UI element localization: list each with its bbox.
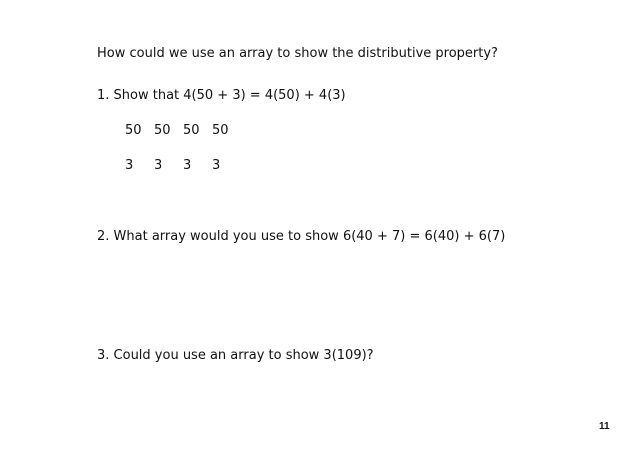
array-cell: 50 xyxy=(154,123,171,138)
array-row-fifties xyxy=(125,123,241,139)
array-cell: 3 xyxy=(125,158,134,173)
question-3: 3. Could you use an array to show 3(109)? xyxy=(97,348,374,363)
array-cell: 50 xyxy=(125,123,142,138)
array-cell: 3 xyxy=(154,158,163,173)
page-heading: How could we use an array to show the distributive property? xyxy=(97,46,498,61)
array-cell: 50 xyxy=(183,123,200,138)
array-cell: 3 xyxy=(183,158,192,173)
question-2: 2. What array would you use to show 6(40 + 7) = 6(40) + 6(7) xyxy=(97,229,506,244)
array-cell: 50 xyxy=(212,123,229,138)
array-row-threes xyxy=(125,158,241,174)
question-1: 1. Show that 4(50 + 3) = 4(50) + 4(3) xyxy=(97,88,346,103)
array-cell: 3 xyxy=(212,158,221,173)
page-number: 11 xyxy=(599,421,610,432)
